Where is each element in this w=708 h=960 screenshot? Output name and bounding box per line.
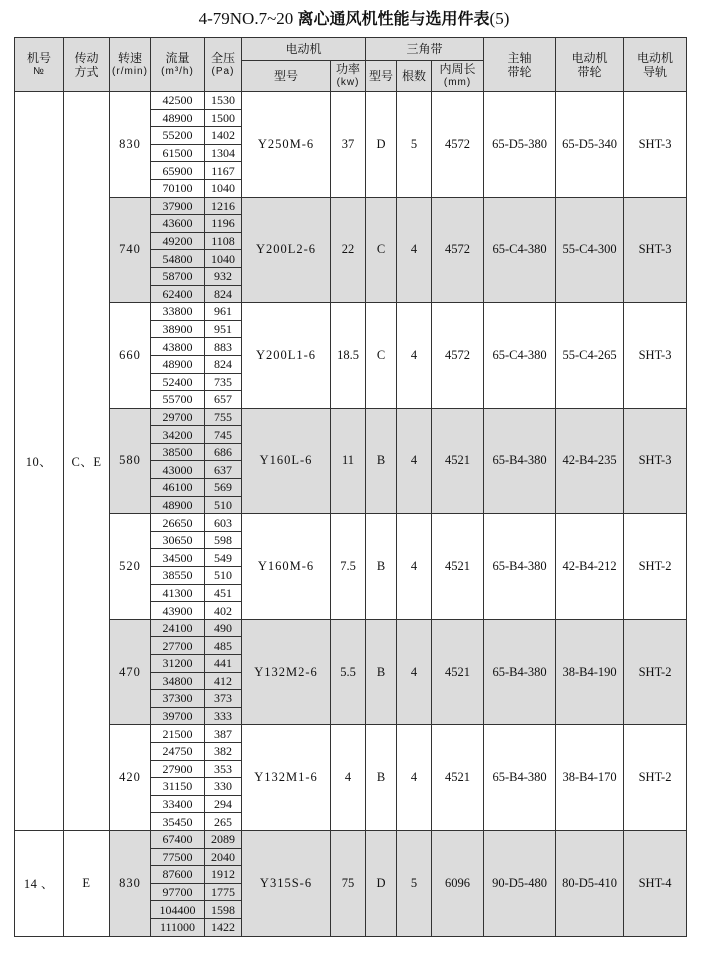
drive-cell: E — [64, 830, 110, 936]
motor-model-cell: Y315S-6 — [242, 830, 331, 936]
belt-model-cell: B — [366, 514, 397, 620]
table-row — [15, 197, 687, 215]
flow-cell: 35450 — [151, 813, 205, 831]
flow-cell: 24750 — [151, 742, 205, 760]
rail-cell: SHT-2 — [624, 725, 687, 831]
flow-cell: 29700 — [151, 408, 205, 426]
belt-model-cell: B — [366, 408, 397, 514]
motor-model-cell: Y250M-6 — [242, 92, 331, 198]
flow-cell: 43000 — [151, 461, 205, 479]
belt-model-cell: C — [366, 197, 397, 303]
flow-cell: 111000 — [151, 918, 205, 936]
motor-model-cell: Y160L-6 — [242, 408, 331, 514]
flow-cell: 31200 — [151, 655, 205, 673]
flow-cell: 104400 — [151, 901, 205, 919]
flow-cell: 61500 — [151, 144, 205, 162]
flow-cell: 27900 — [151, 760, 205, 778]
header-flow — [151, 38, 205, 92]
flow-cell: 52400 — [151, 373, 205, 391]
pressure-cell: 657 — [205, 391, 242, 409]
header-drive-label-2: 方式 — [74, 64, 99, 79]
rail-cell: SHT-2 — [624, 619, 687, 725]
header-motor-power — [331, 61, 366, 92]
pressure-cell: 412 — [205, 672, 242, 690]
belt-count-cell: 4 — [397, 514, 432, 620]
pressure-cell: 951 — [205, 320, 242, 338]
title-prefix: 4-79NO.7~20 — [198, 9, 294, 28]
rail-cell: SHT-3 — [624, 303, 687, 409]
pressure-cell: 510 — [205, 567, 242, 585]
pressure-cell: 1108 — [205, 232, 242, 250]
flow-cell: 27700 — [151, 637, 205, 655]
header-belt-length-unit: (mm) — [443, 77, 472, 88]
shaft-pulley-cell: 65-B4-380 — [484, 408, 556, 514]
pressure-cell: 294 — [205, 795, 242, 813]
pressure-cell: 598 — [205, 531, 242, 549]
flow-cell: 70100 — [151, 179, 205, 197]
header-flow-label: 流量 — [165, 50, 190, 65]
shaft-pulley-cell: 65-B4-380 — [484, 725, 556, 831]
pressure-cell: 755 — [205, 408, 242, 426]
flow-cell: 48900 — [151, 109, 205, 127]
pressure-cell: 373 — [205, 690, 242, 708]
belt-length-cell: 6096 — [432, 830, 484, 936]
header-machine-no — [15, 38, 64, 92]
motor-pulley-cell: 42-B4-212 — [556, 514, 624, 620]
motor-power-cell: 75 — [331, 830, 366, 936]
flow-cell: 46100 — [151, 479, 205, 497]
motor-power-cell: 18.5 — [331, 303, 366, 409]
shaft-pulley-cell: 65-C4-380 — [484, 197, 556, 303]
header-motor-pulley-label: 电动机 — [571, 50, 608, 65]
table-row — [15, 92, 687, 110]
pressure-cell: 485 — [205, 637, 242, 655]
belt-count-cell: 4 — [397, 725, 432, 831]
header-motor-model: 型号 — [242, 61, 331, 92]
pressure-cell: 451 — [205, 584, 242, 602]
header-belt-length — [432, 61, 484, 92]
table-row — [15, 725, 687, 743]
belt-length-cell: 4521 — [432, 408, 484, 514]
page-title — [0, 4, 708, 34]
machine-no-cell: 14 、 — [15, 830, 64, 936]
table-row — [15, 830, 687, 848]
pressure-cell: 1530 — [205, 92, 242, 110]
motor-pulley-cell: 42-B4-235 — [556, 408, 624, 514]
belt-length-cell: 4521 — [432, 619, 484, 725]
motor-pulley-cell: 80-D5-410 — [556, 830, 624, 936]
speed-cell: 830 — [110, 92, 151, 198]
flow-cell: 43900 — [151, 602, 205, 620]
flow-cell: 65900 — [151, 162, 205, 180]
header-belt-length-label: 内周长 — [439, 62, 476, 76]
header-speed — [110, 38, 151, 92]
motor-power-cell: 5.5 — [331, 619, 366, 725]
belt-length-cell: 4572 — [432, 303, 484, 409]
header-motor-power-label: 功率 — [336, 62, 361, 76]
drive-cell: C、E — [64, 92, 110, 831]
belt-count-cell: 4 — [397, 619, 432, 725]
pressure-cell: 1422 — [205, 918, 242, 936]
header-motor-power-unit: (kw) — [336, 77, 360, 88]
flow-cell: 38550 — [151, 567, 205, 585]
pressure-cell: 569 — [205, 479, 242, 497]
motor-power-cell: 11 — [331, 408, 366, 514]
pressure-cell: 387 — [205, 725, 242, 743]
pressure-cell: 1402 — [205, 127, 242, 145]
pressure-cell: 1167 — [205, 162, 242, 180]
speed-cell: 420 — [110, 725, 151, 831]
flow-cell: 33400 — [151, 795, 205, 813]
header-drive — [64, 38, 110, 92]
table-row — [15, 514, 687, 532]
belt-length-cell: 4521 — [432, 514, 484, 620]
belt-model-cell: C — [366, 303, 397, 409]
motor-pulley-cell: 55-C4-265 — [556, 303, 624, 409]
belt-count-cell: 5 — [397, 830, 432, 936]
flow-cell: 38500 — [151, 443, 205, 461]
flow-cell: 54800 — [151, 250, 205, 268]
flow-cell: 42500 — [151, 92, 205, 110]
belt-model-cell: D — [366, 830, 397, 936]
flow-cell: 37900 — [151, 197, 205, 215]
pressure-cell: 932 — [205, 267, 242, 285]
header-belt-count: 根数 — [397, 61, 432, 92]
pressure-cell: 735 — [205, 373, 242, 391]
motor-pulley-cell: 38-B4-190 — [556, 619, 624, 725]
flow-cell: 48900 — [151, 355, 205, 373]
pressure-cell: 1598 — [205, 901, 242, 919]
motor-pulley-cell: 38-B4-170 — [556, 725, 624, 831]
table-body — [15, 92, 687, 937]
belt-count-cell: 4 — [397, 408, 432, 514]
motor-pulley-cell: 65-D5-340 — [556, 92, 624, 198]
pressure-cell: 333 — [205, 707, 242, 725]
header-speed-unit: (r/min) — [112, 65, 148, 77]
pressure-cell: 353 — [205, 760, 242, 778]
flow-cell: 41300 — [151, 584, 205, 602]
flow-cell: 49200 — [151, 232, 205, 250]
speed-cell: 470 — [110, 619, 151, 725]
flow-cell: 67400 — [151, 830, 205, 848]
header-speed-label: 转速 — [117, 50, 142, 65]
belt-count-cell: 4 — [397, 197, 432, 303]
motor-power-cell: 7.5 — [331, 514, 366, 620]
flow-cell: 34200 — [151, 426, 205, 444]
speed-cell: 740 — [110, 197, 151, 303]
flow-cell: 55200 — [151, 127, 205, 145]
flow-cell: 58700 — [151, 267, 205, 285]
header-rail-label-2: 导轨 — [643, 64, 668, 79]
belt-length-cell: 4572 — [432, 92, 484, 198]
belt-length-cell: 4521 — [432, 725, 484, 831]
title-main: 离心通风机性能与选用件表 — [297, 9, 490, 28]
pressure-cell: 265 — [205, 813, 242, 831]
belt-model-cell: D — [366, 92, 397, 198]
pressure-cell: 824 — [205, 285, 242, 303]
header-shaft-label-2: 带轮 — [507, 64, 532, 79]
pressure-cell: 2040 — [205, 848, 242, 866]
table-row — [15, 408, 687, 426]
pressure-cell: 637 — [205, 461, 242, 479]
motor-model-cell: Y160M-6 — [242, 514, 331, 620]
flow-cell: 43800 — [151, 338, 205, 356]
table-row — [15, 303, 687, 321]
header-machine-no-sub: № — [33, 65, 45, 77]
header-pressure-label: 全压 — [210, 50, 235, 65]
belt-count-cell: 4 — [397, 303, 432, 409]
pressure-cell: 1912 — [205, 866, 242, 884]
pressure-cell: 382 — [205, 742, 242, 760]
motor-power-cell: 4 — [331, 725, 366, 831]
header-pressure — [205, 38, 242, 92]
speed-cell: 520 — [110, 514, 151, 620]
flow-cell: 62400 — [151, 285, 205, 303]
header-motor-pulley-label-2: 带轮 — [577, 64, 602, 79]
machine-no-cell: 10、 — [15, 92, 64, 831]
flow-cell: 34500 — [151, 549, 205, 567]
shaft-pulley-cell: 65-B4-380 — [484, 619, 556, 725]
flow-cell: 31150 — [151, 778, 205, 796]
shaft-pulley-cell: 65-C4-380 — [484, 303, 556, 409]
flow-cell: 30650 — [151, 531, 205, 549]
pressure-cell: 2089 — [205, 830, 242, 848]
header-pressure-unit: (Pa) — [211, 65, 235, 77]
speed-cell: 660 — [110, 303, 151, 409]
motor-model-cell: Y132M2-6 — [242, 619, 331, 725]
shaft-pulley-cell: 65-B4-380 — [484, 514, 556, 620]
pressure-cell: 1040 — [205, 179, 242, 197]
flow-cell: 97700 — [151, 883, 205, 901]
motor-pulley-cell: 55-C4-300 — [556, 197, 624, 303]
shaft-pulley-cell: 65-D5-380 — [484, 92, 556, 198]
belt-model-cell: B — [366, 619, 397, 725]
header-row-1 — [15, 38, 687, 61]
flow-cell: 37300 — [151, 690, 205, 708]
rail-cell: SHT-3 — [624, 197, 687, 303]
pressure-cell: 745 — [205, 426, 242, 444]
header-machine-no-label: 机号 — [26, 50, 51, 65]
rail-cell: SHT-4 — [624, 830, 687, 936]
belt-model-cell: B — [366, 725, 397, 831]
title-suffix: (5) — [489, 9, 510, 28]
pressure-cell: 1216 — [205, 197, 242, 215]
flow-cell: 34800 — [151, 672, 205, 690]
belt-length-cell: 4572 — [432, 197, 484, 303]
flow-cell: 33800 — [151, 303, 205, 321]
rail-cell: SHT-3 — [624, 408, 687, 514]
header-drive-label: 传动 — [74, 50, 99, 65]
pressure-cell: 1196 — [205, 215, 242, 233]
pressure-cell: 1500 — [205, 109, 242, 127]
header-rail — [624, 38, 687, 92]
selection-table — [14, 37, 687, 937]
pressure-cell: 883 — [205, 338, 242, 356]
motor-model-cell: Y200L2-6 — [242, 197, 331, 303]
pressure-cell: 824 — [205, 355, 242, 373]
pressure-cell: 510 — [205, 496, 242, 514]
flow-cell: 77500 — [151, 848, 205, 866]
motor-model-cell: Y132M1-6 — [242, 725, 331, 831]
pressure-cell: 686 — [205, 443, 242, 461]
pressure-cell: 1304 — [205, 144, 242, 162]
shaft-pulley-cell: 90-D5-480 — [484, 830, 556, 936]
pressure-cell: 402 — [205, 602, 242, 620]
header-shaft-pulley — [484, 38, 556, 92]
pressure-cell: 549 — [205, 549, 242, 567]
pressure-cell: 330 — [205, 778, 242, 796]
table-row — [15, 619, 687, 637]
pressure-cell: 961 — [205, 303, 242, 321]
flow-cell: 38900 — [151, 320, 205, 338]
speed-cell: 580 — [110, 408, 151, 514]
flow-cell: 48900 — [151, 496, 205, 514]
flow-cell: 24100 — [151, 619, 205, 637]
flow-cell: 87600 — [151, 866, 205, 884]
flow-cell: 43600 — [151, 215, 205, 233]
header-motor: 电动机 — [242, 38, 366, 61]
flow-cell: 39700 — [151, 707, 205, 725]
header-flow-unit: (m³/h) — [161, 65, 194, 77]
header-motor-pulley — [556, 38, 624, 92]
belt-count-cell: 5 — [397, 92, 432, 198]
pressure-cell: 1775 — [205, 883, 242, 901]
flow-cell: 26650 — [151, 514, 205, 532]
motor-power-cell: 22 — [331, 197, 366, 303]
pressure-cell: 490 — [205, 619, 242, 637]
motor-power-cell: 37 — [331, 92, 366, 198]
motor-model-cell: Y200L1-6 — [242, 303, 331, 409]
header-shaft-label: 主轴 — [507, 50, 532, 65]
rail-cell: SHT-2 — [624, 514, 687, 620]
header-belt: 三角带 — [366, 38, 484, 61]
header-belt-model: 型号 — [366, 61, 397, 92]
pressure-cell: 441 — [205, 655, 242, 673]
flow-cell: 55700 — [151, 391, 205, 409]
flow-cell: 21500 — [151, 725, 205, 743]
speed-cell: 830 — [110, 830, 151, 936]
pressure-cell: 1040 — [205, 250, 242, 268]
pressure-cell: 603 — [205, 514, 242, 532]
header-rail-label: 电动机 — [637, 50, 674, 65]
rail-cell: SHT-3 — [624, 92, 687, 198]
